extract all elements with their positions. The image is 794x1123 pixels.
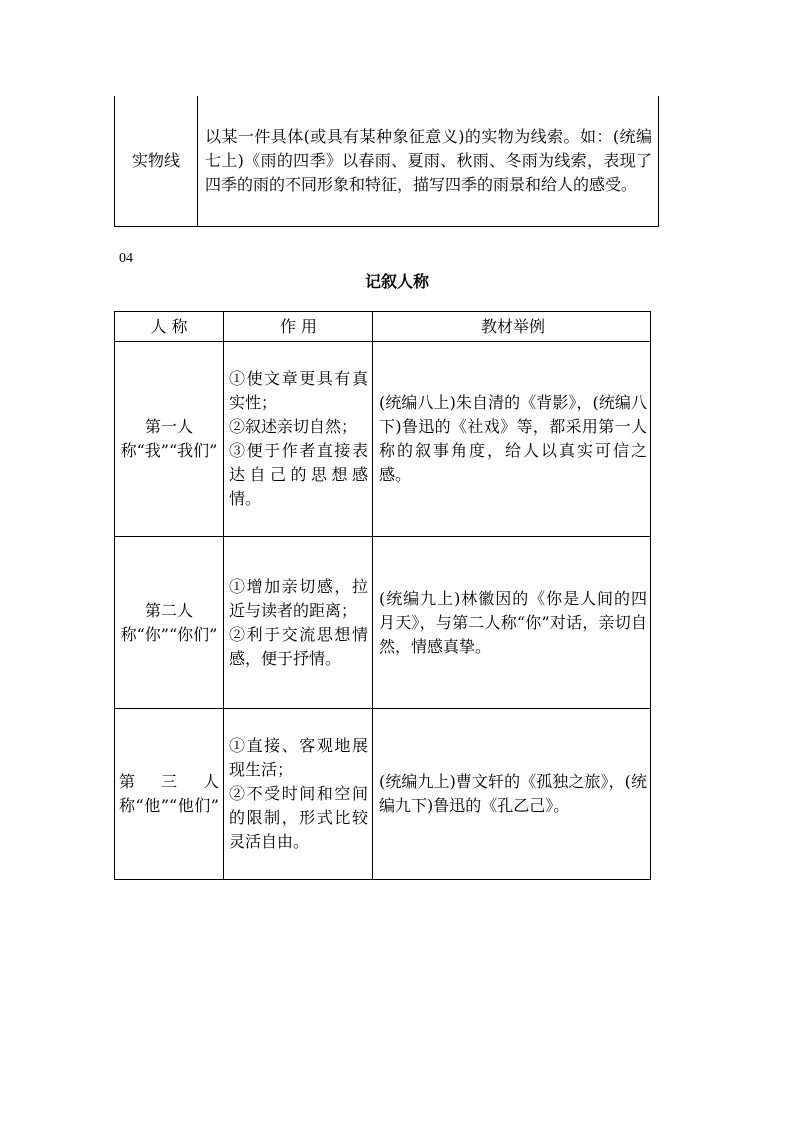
example-cell: (统编八上)朱自清的《背影》，(统编八下)鲁迅的《社戏》等，都采用第一人称的叙事角度，给人以真实可信之感。 <box>373 342 651 537</box>
function-item: ②利于交流思想情感，便于抒情。 <box>229 624 368 668</box>
function-item: ①使文章更具有真实性； <box>229 369 368 412</box>
function-item: ②叙述亲切自然； <box>229 417 358 436</box>
person-cell: 第三人称“他”“他们” <box>115 709 224 880</box>
function-item: ②不受时间和空间的限制，形式比较灵活自由。 <box>229 784 368 851</box>
clue-type-label: 实物线 <box>115 96 198 227</box>
example-cell: (统编九上)林徽因的《你是人间的四月天》，与第二人称“你”对话，亲切自然，情感真挚。 <box>373 537 651 709</box>
function-cell <box>224 342 373 537</box>
header-person: 人 称 <box>115 312 224 342</box>
function-item: ③便于作者直接表达自己的思想感情。 <box>229 441 368 508</box>
function-cell <box>224 537 373 709</box>
table-row <box>115 342 651 537</box>
table-row <box>115 709 651 880</box>
table-row <box>115 96 659 227</box>
table-row <box>115 537 651 709</box>
function-cell <box>224 709 373 880</box>
person-cell: 第一人称“我”“我们” <box>115 342 224 537</box>
example-cell: (统编九上)曹文轩的《孤独之旅》，(统编九下)鲁迅的《孔乙己》。 <box>373 709 651 880</box>
header-example: 教材举例 <box>373 312 651 342</box>
header-function: 作 用 <box>224 312 373 342</box>
function-item: ①直接、客观地展现生活； <box>229 736 368 779</box>
table-header-row <box>115 312 651 342</box>
person-cell: 第二人称“你”“你们” <box>115 537 224 709</box>
section-number: 04 <box>119 251 133 266</box>
section-title: 记叙人称 <box>364 272 429 291</box>
function-item: ①增加亲切感，拉近与读者的距离； <box>229 576 368 620</box>
clue-table-fragment <box>114 96 659 227</box>
narrative-person-table <box>114 311 651 880</box>
clue-description: 以某一件具体(或具有某种象征意义)的实物为线索。如：(统编七上)《雨的四季》以春雨、夏雨、秋雨、冬雨为线索，表现了四季的雨的不同形象和特征，描写四季的雨景和给人的感受。 <box>198 96 659 227</box>
